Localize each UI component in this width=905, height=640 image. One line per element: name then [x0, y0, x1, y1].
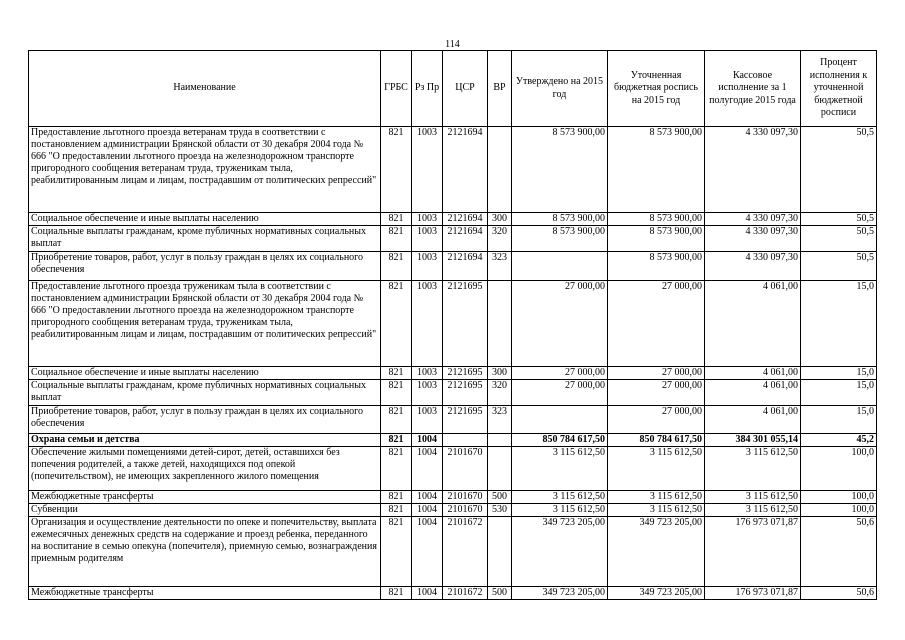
- cell-cash: 384 301 055,14: [705, 434, 801, 447]
- cell-name: Предоставление льготного проезда ветеранам труда в соответствии с постановлением администрации Брянской области от 30 декабря 2004 года № 666 "О предоставлении льготного проезда на железнодорожном транспорте пригородного сообщения ветеранам труда, труженикам тыла, реабилитированным лицам и лицам, пострадавшим от политических репрессий": [29, 127, 381, 213]
- cell-approved: 8 573 900,00: [512, 127, 608, 213]
- cell-name: Обеспечение жилыми помещениями детей-сирот, детей, оставшихся без попечения родителей, а также детей, находящихся под опекой (попечительством), не имеющих закрепленного жилого помещения: [29, 447, 381, 491]
- cell-rzpr: 1004: [412, 504, 443, 517]
- cell-percent: 50,5: [801, 127, 877, 213]
- cell-vr: 300: [488, 213, 512, 226]
- cell-csr: 2121694: [443, 213, 488, 226]
- cell-name: Субвенции: [29, 504, 381, 517]
- header-percent: Процент исполнения к уточненной бюджетной росписи: [801, 51, 877, 127]
- cell-csr: 2121695: [443, 367, 488, 380]
- cell-cash: 3 115 612,50: [705, 447, 801, 491]
- cell-name: Социальные выплаты гражданам, кроме публичных нормативных социальных выплат: [29, 380, 381, 406]
- cell-refined: 27 000,00: [608, 406, 705, 434]
- header-name: Наименование: [29, 51, 381, 127]
- cell-vr: 323: [488, 252, 512, 281]
- table-row: [29, 447, 877, 491]
- table-row: [29, 367, 877, 380]
- cell-name: Приобретение товаров, работ, услуг в пользу граждан в целях их социального обеспечения: [29, 252, 381, 281]
- cell-vr: 320: [488, 226, 512, 252]
- cell-rzpr: 1003: [412, 380, 443, 406]
- cell-percent: 100,0: [801, 504, 877, 517]
- cell-rzpr: 1004: [412, 517, 443, 587]
- cell-name: Охрана семьи и детства: [29, 434, 381, 447]
- cell-csr: 2121695: [443, 406, 488, 434]
- table-row: [29, 517, 877, 587]
- cell-cash: 4 330 097,30: [705, 213, 801, 226]
- cell-approved: 3 115 612,50: [512, 491, 608, 504]
- cell-rzpr: 1003: [412, 406, 443, 434]
- header-cash: Кассовое исполнение за 1 полугодие 2015 года: [705, 51, 801, 127]
- cell-vr: [488, 127, 512, 213]
- cell-grbs: 821: [381, 491, 412, 504]
- cell-rzpr: 1003: [412, 213, 443, 226]
- cell-cash: 4 330 097,30: [705, 252, 801, 281]
- cell-cash: 4 061,00: [705, 380, 801, 406]
- table-body: [29, 127, 877, 600]
- cell-approved: 3 115 612,50: [512, 447, 608, 491]
- cell-grbs: 821: [381, 406, 412, 434]
- cell-cash: 176 973 071,87: [705, 517, 801, 587]
- cell-percent: 100,0: [801, 491, 877, 504]
- cell-name: Социальное обеспечение и иные выплаты населению: [29, 213, 381, 226]
- header-refined: Уточненная бюджетная роспись на 2015 год: [608, 51, 705, 127]
- header-approved: Утверждено на 2015 год: [512, 51, 608, 127]
- cell-percent: 50,5: [801, 213, 877, 226]
- cell-name: Приобретение товаров, работ, услуг в пользу граждан в целях их социального обеспечения: [29, 406, 381, 434]
- table-row: [29, 587, 877, 600]
- cell-csr: 2101670: [443, 447, 488, 491]
- cell-refined: 27 000,00: [608, 367, 705, 380]
- cell-vr: 530: [488, 504, 512, 517]
- cell-csr: 2101672: [443, 587, 488, 600]
- cell-rzpr: 1003: [412, 127, 443, 213]
- cell-approved: 850 784 617,50: [512, 434, 608, 447]
- cell-vr: [488, 281, 512, 367]
- cell-approved: 8 573 900,00: [512, 226, 608, 252]
- header-csr: ЦСР: [443, 51, 488, 127]
- table-row: [29, 252, 877, 281]
- cell-refined: 27 000,00: [608, 281, 705, 367]
- cell-csr: 2121694: [443, 127, 488, 213]
- cell-cash: 176 973 071,87: [705, 587, 801, 600]
- cell-percent: 50,5: [801, 226, 877, 252]
- cell-rzpr: 1004: [412, 491, 443, 504]
- header-row: [29, 51, 877, 127]
- cell-refined: 27 000,00: [608, 380, 705, 406]
- cell-refined: 3 115 612,50: [608, 504, 705, 517]
- cell-name: Организация и осуществление деятельности по опеке и попечительству, выплата ежемесячных денежных средств на содержание и проезд ребенка, переданного на воспитание в семью опекуна (попечителя), приемную семью, вознаграждения приемным родителям: [29, 517, 381, 587]
- cell-approved: [512, 406, 608, 434]
- cell-name: Межбюджетные трансферты: [29, 491, 381, 504]
- table-row: [29, 226, 877, 252]
- cell-vr: 500: [488, 587, 512, 600]
- budget-table: [28, 50, 877, 600]
- cell-rzpr: 1003: [412, 281, 443, 367]
- cell-grbs: 821: [381, 517, 412, 587]
- header-rzpr: Рз Пр: [412, 51, 443, 127]
- cell-grbs: 821: [381, 587, 412, 600]
- cell-percent: 50,5: [801, 252, 877, 281]
- cell-refined: 8 573 900,00: [608, 226, 705, 252]
- table-row: [29, 406, 877, 434]
- cell-percent: 100,0: [801, 447, 877, 491]
- cell-percent: 15,0: [801, 406, 877, 434]
- cell-percent: 15,0: [801, 367, 877, 380]
- cell-name: Предоставление льготного проезда труженикам тыла в соответствии с постановлением администрации Брянской области от 30 декабря 2004 года № 666 "О предоставлении льготного проезда на железнодорожном транспорте пригородного сообщения ветеранам труда, труженикам тыла, реабилитированным лицам и лицам, пострадавшим от политических репрессий": [29, 281, 381, 367]
- cell-csr: 2121695: [443, 380, 488, 406]
- cell-refined: 349 723 205,00: [608, 517, 705, 587]
- cell-grbs: 821: [381, 434, 412, 447]
- cell-grbs: 821: [381, 367, 412, 380]
- cell-percent: 45,2: [801, 434, 877, 447]
- table-row: [29, 504, 877, 517]
- table-row: [29, 434, 877, 447]
- cell-grbs: 821: [381, 127, 412, 213]
- cell-approved: 8 573 900,00: [512, 213, 608, 226]
- cell-percent: 50,6: [801, 587, 877, 600]
- cell-grbs: 821: [381, 281, 412, 367]
- cell-name: Социальные выплаты гражданам, кроме публичных нормативных социальных выплат: [29, 226, 381, 252]
- cell-name: Социальное обеспечение и иные выплаты населению: [29, 367, 381, 380]
- cell-csr: [443, 434, 488, 447]
- table-row: [29, 213, 877, 226]
- cell-refined: 3 115 612,50: [608, 447, 705, 491]
- cell-approved: 349 723 205,00: [512, 517, 608, 587]
- cell-vr: 320: [488, 380, 512, 406]
- cell-approved: 349 723 205,00: [512, 587, 608, 600]
- cell-csr: 2121694: [443, 226, 488, 252]
- table-row: [29, 380, 877, 406]
- cell-percent: 15,0: [801, 281, 877, 367]
- cell-rzpr: 1003: [412, 252, 443, 281]
- cell-csr: 2101670: [443, 504, 488, 517]
- cell-vr: 500: [488, 491, 512, 504]
- cell-percent: 50,6: [801, 517, 877, 587]
- cell-rzpr: 1003: [412, 367, 443, 380]
- cell-csr: 2101672: [443, 517, 488, 587]
- cell-grbs: 821: [381, 226, 412, 252]
- cell-refined: 8 573 900,00: [608, 127, 705, 213]
- cell-cash: 3 115 612,50: [705, 504, 801, 517]
- cell-csr: 2121694: [443, 252, 488, 281]
- cell-vr: [488, 517, 512, 587]
- cell-rzpr: 1004: [412, 587, 443, 600]
- table-row: [29, 491, 877, 504]
- page-number: 114: [445, 39, 460, 50]
- table-row: [29, 127, 877, 213]
- cell-vr: 300: [488, 367, 512, 380]
- cell-approved: 3 115 612,50: [512, 504, 608, 517]
- cell-refined: 349 723 205,00: [608, 587, 705, 600]
- cell-refined: 8 573 900,00: [608, 213, 705, 226]
- cell-refined: 8 573 900,00: [608, 252, 705, 281]
- cell-grbs: 821: [381, 252, 412, 281]
- cell-approved: 27 000,00: [512, 380, 608, 406]
- cell-refined: 850 784 617,50: [608, 434, 705, 447]
- cell-name: Межбюджетные трансферты: [29, 587, 381, 600]
- cell-approved: [512, 252, 608, 281]
- header-grbs: ГРБС: [381, 51, 412, 127]
- cell-grbs: 821: [381, 380, 412, 406]
- cell-cash: 4 330 097,30: [705, 226, 801, 252]
- cell-grbs: 821: [381, 213, 412, 226]
- cell-cash: 4 061,00: [705, 406, 801, 434]
- cell-rzpr: 1003: [412, 226, 443, 252]
- cell-approved: 27 000,00: [512, 281, 608, 367]
- cell-cash: 4 330 097,30: [705, 127, 801, 213]
- cell-rzpr: 1004: [412, 447, 443, 491]
- cell-percent: 15,0: [801, 380, 877, 406]
- cell-vr: [488, 434, 512, 447]
- cell-vr: [488, 447, 512, 491]
- cell-cash: 4 061,00: [705, 367, 801, 380]
- cell-grbs: 821: [381, 447, 412, 491]
- table-row: [29, 281, 877, 367]
- cell-grbs: 821: [381, 504, 412, 517]
- cell-rzpr: 1004: [412, 434, 443, 447]
- cell-cash: 4 061,00: [705, 281, 801, 367]
- cell-csr: 2101670: [443, 491, 488, 504]
- cell-csr: 2121695: [443, 281, 488, 367]
- cell-approved: 27 000,00: [512, 367, 608, 380]
- cell-refined: 3 115 612,50: [608, 491, 705, 504]
- cell-vr: 323: [488, 406, 512, 434]
- header-vr: ВР: [488, 51, 512, 127]
- cell-cash: 3 115 612,50: [705, 491, 801, 504]
